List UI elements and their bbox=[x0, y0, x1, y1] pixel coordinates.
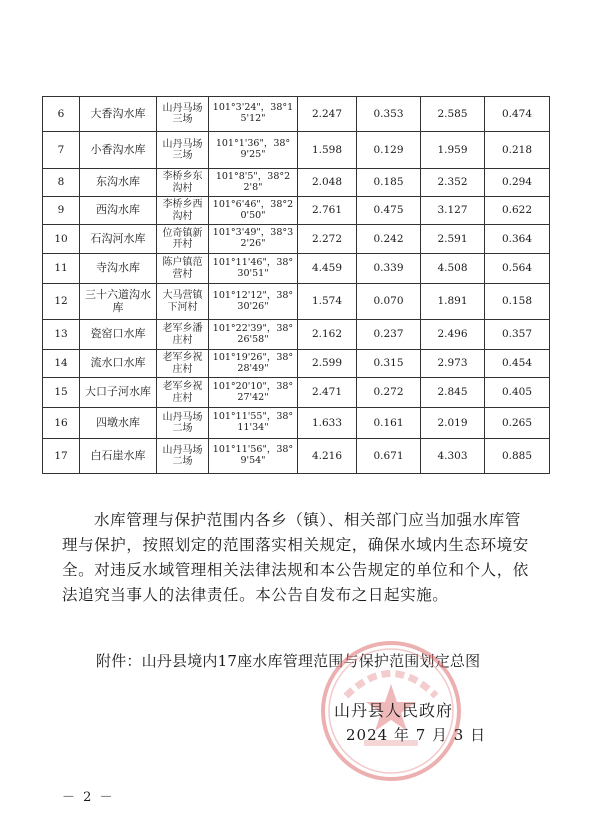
cell-value-4: 0.218 bbox=[485, 132, 550, 169]
cell-value-2: 0.671 bbox=[357, 439, 421, 474]
table-row bbox=[43, 132, 550, 169]
cell-reservoir-name: 白石崖水库 bbox=[80, 439, 157, 474]
cell-location: 老军乡潘庄村 bbox=[157, 320, 209, 350]
cell-value-2: 0.315 bbox=[357, 350, 421, 378]
cell-coordinates: 101°12'12"，38°30'26" bbox=[209, 284, 298, 320]
cell-location: 陈户镇范营村 bbox=[157, 254, 209, 284]
table-row bbox=[43, 320, 550, 350]
cell-value-3: 2.019 bbox=[421, 408, 485, 439]
cell-reservoir-name: 小香沟水库 bbox=[80, 132, 157, 169]
cell-coordinates: 101°20'10"，38°27'42" bbox=[209, 378, 298, 408]
reservoir-table-body bbox=[43, 97, 550, 474]
cell-value-1: 2.272 bbox=[298, 225, 357, 254]
page-number: － 2 － bbox=[62, 790, 115, 805]
cell-reservoir-name: 东沟水库 bbox=[80, 169, 157, 197]
cell-value-4: 0.454 bbox=[485, 350, 550, 378]
cell-value-2: 0.272 bbox=[357, 378, 421, 408]
cell-value-1: 2.247 bbox=[298, 97, 357, 132]
table-row bbox=[43, 197, 550, 225]
cell-value-1: 2.599 bbox=[298, 350, 357, 378]
cell-location: 山丹马场三场 bbox=[157, 97, 209, 132]
cell-index: 17 bbox=[43, 439, 80, 474]
cell-reservoir-name: 大香沟水库 bbox=[80, 97, 157, 132]
cell-index: 9 bbox=[43, 197, 80, 225]
issue-date: 2024 年 7 月 3 日 bbox=[346, 726, 487, 744]
cell-value-3: 1.959 bbox=[421, 132, 485, 169]
cell-reservoir-name: 流水口水库 bbox=[80, 350, 157, 378]
cell-value-3: 1.891 bbox=[421, 284, 485, 320]
attachment-line: 附件：山丹县境内17座水库管理范围与保护范围划定总图 bbox=[96, 652, 481, 670]
cell-location: 山丹马场二场 bbox=[157, 439, 209, 474]
cell-location: 山丹马场三场 bbox=[157, 132, 209, 169]
cell-value-1: 2.761 bbox=[298, 197, 357, 225]
cell-index: 8 bbox=[43, 169, 80, 197]
cell-reservoir-name: 瓷窑口水库 bbox=[80, 320, 157, 350]
cell-reservoir-name: 大口子河水库 bbox=[80, 378, 157, 408]
cell-value-4: 0.294 bbox=[485, 169, 550, 197]
cell-value-3: 2.845 bbox=[421, 378, 485, 408]
reservoir-table bbox=[42, 96, 550, 474]
cell-index: 6 bbox=[43, 97, 80, 132]
cell-value-1: 1.574 bbox=[298, 284, 357, 320]
cell-value-1: 1.633 bbox=[298, 408, 357, 439]
table-row bbox=[43, 439, 550, 474]
cell-value-4: 0.265 bbox=[485, 408, 550, 439]
cell-index: 14 bbox=[43, 350, 80, 378]
cell-index: 11 bbox=[43, 254, 80, 284]
cell-value-3: 2.352 bbox=[421, 169, 485, 197]
cell-value-4: 0.564 bbox=[485, 254, 550, 284]
cell-location: 山丹马场二场 bbox=[157, 408, 209, 439]
cell-value-4: 0.364 bbox=[485, 225, 550, 254]
table-row bbox=[43, 408, 550, 439]
cell-location: 老军乡祝庄村 bbox=[157, 350, 209, 378]
cell-location: 李桥乡东沟村 bbox=[157, 169, 209, 197]
cell-reservoir-name: 西沟水库 bbox=[80, 197, 157, 225]
cell-value-4: 0.474 bbox=[485, 97, 550, 132]
cell-value-4: 0.885 bbox=[485, 439, 550, 474]
cell-value-3: 2.496 bbox=[421, 320, 485, 350]
cell-index: 12 bbox=[43, 284, 80, 320]
notice-paragraph: 水库管理与保护范围内各乡（镇）、相关部门应当加强水库管理与保护，按照划定的范围落实相关规定，确保水域内生态环境安全。对违反水域管理相关法律法规和本公告规定的单位和个人，依法追究当事人的法律责任。本公告自发布之日起实施。 bbox=[62, 511, 529, 604]
cell-value-3: 4.303 bbox=[421, 439, 485, 474]
cell-coordinates: 101°1'36"，38°9'25" bbox=[209, 132, 298, 169]
issuer-name: 山丹县人民政府 bbox=[334, 701, 454, 720]
cell-coordinates: 101°11'55"，38°11'34" bbox=[209, 408, 298, 439]
cell-value-1: 1.598 bbox=[298, 132, 357, 169]
cell-index: 15 bbox=[43, 378, 80, 408]
cell-value-2: 0.242 bbox=[357, 225, 421, 254]
cell-value-3: 2.973 bbox=[421, 350, 485, 378]
cell-value-3: 3.127 bbox=[421, 197, 485, 225]
cell-reservoir-name: 石沟河水库 bbox=[80, 225, 157, 254]
cell-value-2: 0.185 bbox=[357, 169, 421, 197]
cell-coordinates: 101°3'49"，38°32'26" bbox=[209, 225, 298, 254]
cell-coordinates: 101°11'46"，38°30'51" bbox=[209, 254, 298, 284]
table-row bbox=[43, 97, 550, 132]
cell-index: 13 bbox=[43, 320, 80, 350]
cell-value-2: 0.353 bbox=[357, 97, 421, 132]
cell-value-3: 2.585 bbox=[421, 97, 485, 132]
cell-reservoir-name: 四墩水库 bbox=[80, 408, 157, 439]
cell-value-2: 0.339 bbox=[357, 254, 421, 284]
cell-location: 大马营镇下河村 bbox=[157, 284, 209, 320]
table-row bbox=[43, 225, 550, 254]
table-row bbox=[43, 284, 550, 320]
cell-value-3: 4.508 bbox=[421, 254, 485, 284]
cell-coordinates: 101°22'39"，38°26'58" bbox=[209, 320, 298, 350]
cell-value-2: 0.129 bbox=[357, 132, 421, 169]
cell-coordinates: 101°8'5"，38°22'8" bbox=[209, 169, 298, 197]
cell-index: 7 bbox=[43, 132, 80, 169]
cell-value-4: 0.622 bbox=[485, 197, 550, 225]
cell-coordinates: 101°19'26"，38°28'49" bbox=[209, 350, 298, 378]
cell-value-4: 0.158 bbox=[485, 284, 550, 320]
cell-value-1: 4.216 bbox=[298, 439, 357, 474]
table-row bbox=[43, 378, 550, 408]
cell-value-1: 4.459 bbox=[298, 254, 357, 284]
cell-value-2: 0.237 bbox=[357, 320, 421, 350]
cell-value-2: 0.070 bbox=[357, 284, 421, 320]
cell-value-1: 2.162 bbox=[298, 320, 357, 350]
cell-index: 10 bbox=[43, 225, 80, 254]
cell-reservoir-name: 三十六道沟水库 bbox=[80, 284, 157, 320]
cell-location: 位奇镇新开村 bbox=[157, 225, 209, 254]
cell-coordinates: 101°3'24"，38°15'12" bbox=[209, 97, 298, 132]
table-row bbox=[43, 254, 550, 284]
cell-value-4: 0.357 bbox=[485, 320, 550, 350]
cell-reservoir-name: 寺沟水库 bbox=[80, 254, 157, 284]
cell-location: 老军乡祝庄村 bbox=[157, 378, 209, 408]
cell-coordinates: 101°6'46"，38°20'50" bbox=[209, 197, 298, 225]
table-row bbox=[43, 169, 550, 197]
cell-coordinates: 101°11'56"，38°9'54" bbox=[209, 439, 298, 474]
cell-value-4: 0.405 bbox=[485, 378, 550, 408]
cell-value-2: 0.161 bbox=[357, 408, 421, 439]
table-row bbox=[43, 350, 550, 378]
cell-value-3: 2.591 bbox=[421, 225, 485, 254]
cell-location: 李桥乡西沟村 bbox=[157, 197, 209, 225]
cell-value-2: 0.475 bbox=[357, 197, 421, 225]
cell-value-1: 2.048 bbox=[298, 169, 357, 197]
cell-value-1: 2.471 bbox=[298, 378, 357, 408]
cell-index: 16 bbox=[43, 408, 80, 439]
